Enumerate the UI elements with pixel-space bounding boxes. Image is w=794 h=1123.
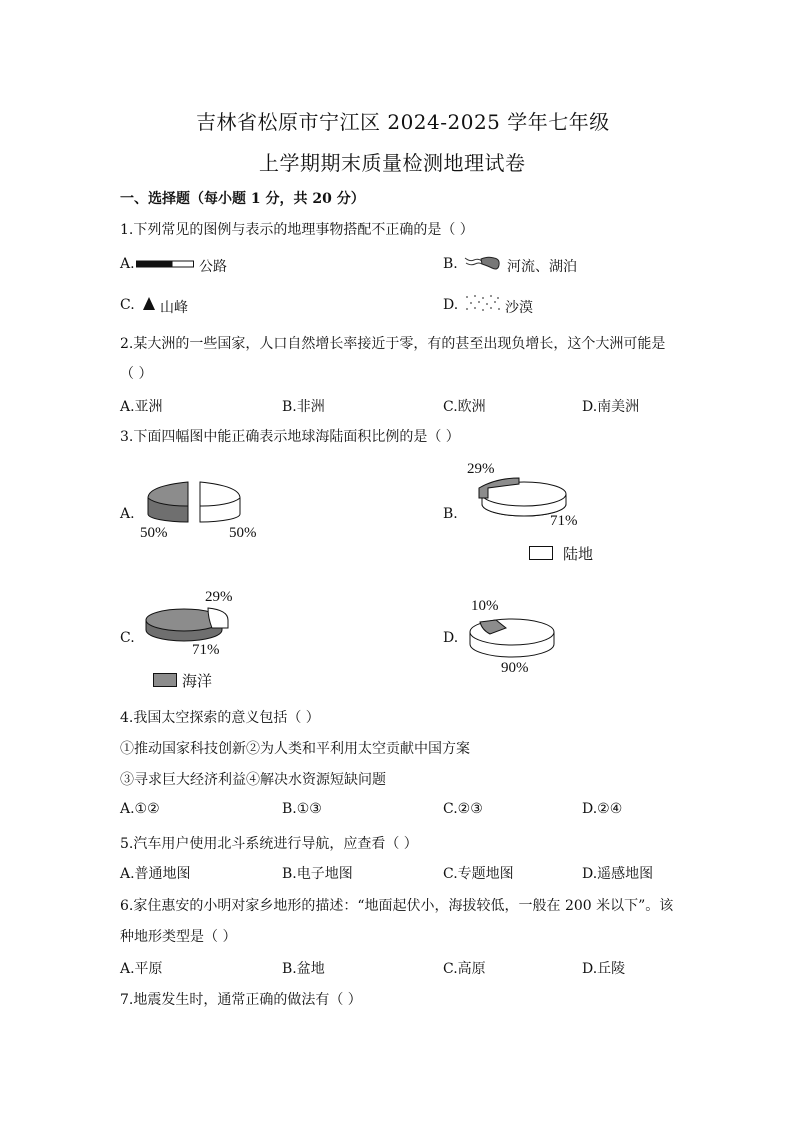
q5-option-a: A.普通地图	[120, 866, 191, 882]
pie-a-ocean-label: 50%	[140, 525, 168, 541]
legend-land-swatch	[529, 546, 553, 560]
pie-c-ocean-label: 71%	[192, 642, 220, 658]
desert-dot	[482, 297, 484, 299]
q5-option-c: C.专题地图	[443, 866, 514, 882]
q2-option-d: D.南美洲	[582, 399, 640, 415]
road-legend-icon	[136, 258, 194, 270]
q4-option-d: D.②④	[582, 801, 623, 817]
q5-option-b: B.电子地图	[282, 866, 353, 882]
desert-dot	[478, 301, 480, 303]
q1-stem: 1.下列常见的图例与表示的地理事物搭配不正确的是（ ）	[120, 222, 474, 238]
mountain-peak-legend-icon	[143, 297, 155, 310]
q4-option-c: C.②③	[443, 801, 483, 817]
pie-b-ocean-label: 29%	[467, 461, 495, 477]
q4-option-a: A.①②	[120, 801, 160, 817]
q6-option-c: C.高原	[443, 961, 486, 977]
desert-dot	[490, 295, 492, 297]
q1-option-b-letter: B.	[443, 256, 458, 272]
pie-d-ocean-label: 10%	[471, 598, 499, 614]
desert-dot	[486, 303, 488, 305]
q2-stem-line2: （ ）	[120, 366, 153, 382]
pie-chart-c	[142, 604, 237, 648]
desert-dot	[474, 295, 476, 297]
q1-option-a-letter: A.	[120, 256, 135, 272]
q4-line2: ③寻求巨大经济利益④解决水资源短缺问题	[120, 772, 386, 788]
page-title-line2: 上学期期末质量检测地理试卷	[259, 151, 526, 175]
q2-option-a: A.亚洲	[120, 399, 163, 415]
q1-option-d-letter: D.	[443, 297, 459, 313]
legend-ocean-label: 海洋	[182, 672, 213, 690]
q6-option-b: B.盆地	[282, 961, 325, 977]
q1-option-b-text: 河流、湖泊	[507, 259, 577, 275]
section-heading: 一、选择题（每小题 1 分，共 20 分）	[120, 191, 365, 207]
pie-a-land-label: 50%	[229, 525, 257, 541]
q1-option-c-letter: C.	[120, 297, 135, 313]
q6-stem-line1: 6.家住惠安的小明对家乡地形的描述：“地面起伏小，海拔较低，一般在 200 米以下”。该	[120, 898, 674, 914]
desert-dot	[482, 309, 484, 311]
q4-option-b: B.①③	[282, 801, 322, 817]
q1-option-c-text: 山峰	[160, 300, 188, 316]
q1-option-a-text: 公路	[199, 259, 227, 275]
q2-option-c: C.欧洲	[443, 399, 486, 415]
q4-stem: 4.我国太空探索的意义包括（ ）	[120, 710, 320, 726]
q2-stem-line1: 2.某大洲的一些国家，人口自然增长率接近于零，有的甚至出现负增长，这个大洲可能是	[120, 336, 666, 352]
q5-stem: 5.汽车用户使用北斗系统进行导航，应查看（ ）	[120, 836, 418, 852]
pie-d-land-label: 90%	[501, 660, 529, 676]
q3-option-c-letter: C.	[120, 630, 135, 646]
desert-dot	[494, 301, 496, 303]
river-lake-legend-icon	[464, 253, 504, 273]
q7-stem: 7.地震发生时，通常正确的做法有（ ）	[120, 992, 362, 1008]
q1-option-d-text: 沙漠	[505, 300, 533, 316]
page-title-line1: 吉林省松原市宁江区 2024-2025 学年七年级	[196, 110, 610, 134]
q6-option-d: D.丘陵	[582, 961, 626, 977]
q6-option-a: A.平原	[120, 961, 163, 977]
q5-option-d: D.遥感地图	[582, 866, 654, 882]
desert-dot	[490, 307, 492, 309]
q3-option-a-letter: A.	[120, 506, 135, 522]
q4-line1: ①推动国家科技创新②为人类和平利用太空贡献中国方案	[120, 741, 470, 757]
legend-land-label: 陆地	[563, 545, 594, 563]
desert-dot	[474, 307, 476, 309]
desert-dot	[470, 302, 472, 304]
pie-c-land-label: 29%	[205, 589, 233, 605]
q3-option-b-letter: B.	[443, 506, 458, 522]
desert-dot	[466, 308, 468, 310]
q3-option-d-letter: D.	[443, 630, 459, 646]
pie-chart-d	[466, 614, 558, 660]
pie-b-land-label: 71%	[550, 513, 578, 529]
desert-dot	[498, 308, 500, 310]
legend-ocean-swatch	[153, 673, 177, 687]
pie-chart-a	[140, 476, 270, 528]
q6-stem-line2: 种地形类型是（ ）	[120, 929, 237, 945]
desert-dot	[466, 296, 468, 298]
desert-dot	[497, 297, 499, 299]
q3-stem: 3.下面四幅图中能正确表示地球海陆面积比例的是（ ）	[120, 429, 460, 445]
desert-legend-icon	[464, 293, 502, 313]
pie-c-land-slice	[208, 608, 228, 628]
q2-option-b: B.非洲	[282, 399, 325, 415]
